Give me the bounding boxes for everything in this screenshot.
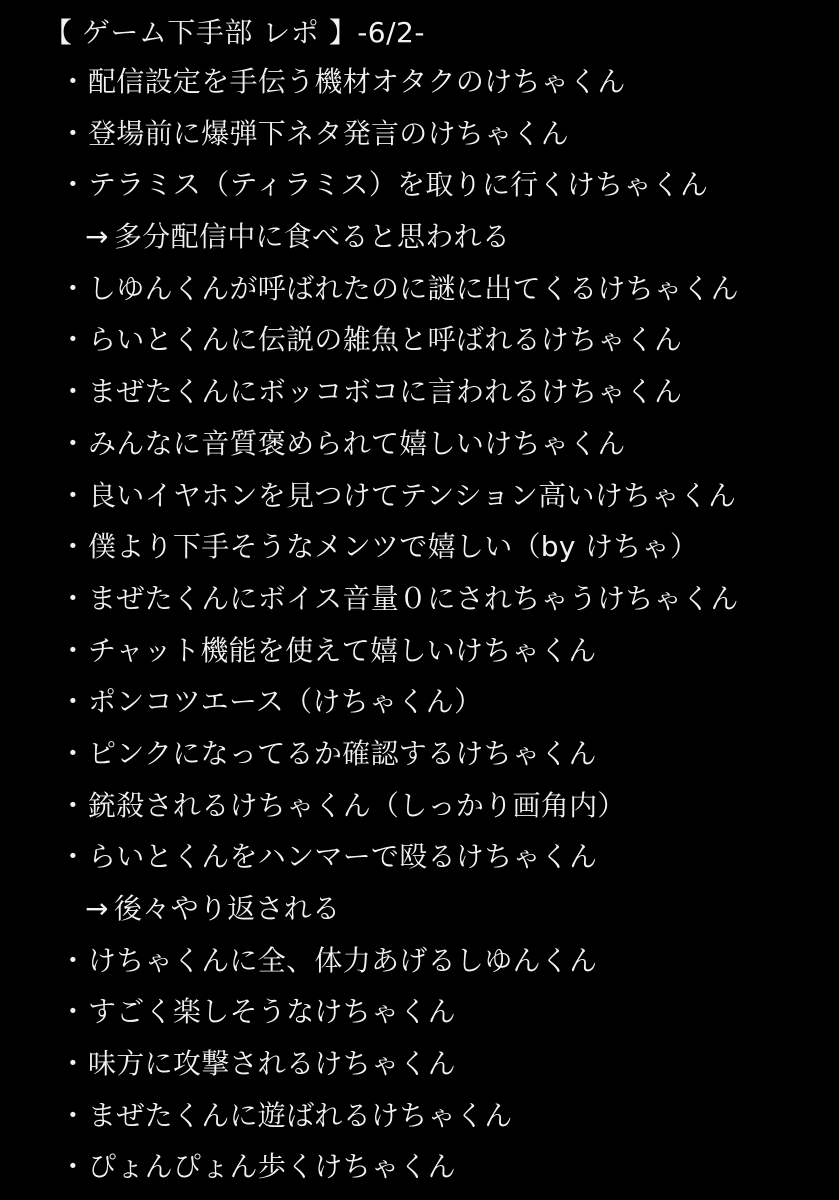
bullet-marker: ・ [58,375,88,409]
list-item-text: まぜたくんにボッコボコに言われるけちゃくん [88,375,683,409]
list-item [0,676,839,728]
list-item-text: チャット機能を使えて嬉しいけちゃくん [88,633,597,667]
report-list [0,56,839,1193]
arrow-marker: → [85,220,109,254]
list-item [0,418,839,470]
list-item-text: テラミス（ティラミス）を取りに行くけちゃくん [88,168,709,202]
list-item-text: まぜたくんに遊ばれるけちゃくん [88,1098,513,1132]
list-item-text: 味方に攻撃されるけちゃくん [88,1047,456,1081]
bullet-marker: ・ [58,168,88,202]
list-item [0,108,839,160]
bullet-marker: ・ [58,943,88,977]
page-title: 【 ゲーム下手部 レポ 】-6/2- [44,16,425,49]
list-item [0,470,839,522]
bullet-marker: ・ [58,65,88,98]
list-item-text: 後々やり返される [114,892,341,925]
list-item-text: 銃殺されるけちゃくん（しっかり画角内） [88,788,626,822]
list-item-text: ポンコツエース（けちゃくん） [88,685,483,719]
bullet-marker: ・ [58,323,88,357]
bullet-marker: ・ [58,1047,88,1081]
bullet-marker: ・ [58,685,88,719]
list-item [0,159,839,211]
list-item [0,56,839,108]
list-item [0,1090,839,1142]
list-item-text: ピンクになってるか確認するけちゃくん [88,736,597,770]
arrow-marker: → [85,892,109,925]
list-item [0,935,839,987]
bullet-marker: ・ [58,788,88,822]
list-item [0,1141,839,1193]
list-item [0,986,839,1038]
list-item-text: 僕より下手そうなメンツで嬉しい（by けちゃ） [88,530,699,564]
list-item-text: みんなに音質褒められて嬉しいけちゃくん [88,426,626,460]
list-item [0,780,839,832]
list-item [0,521,839,573]
list-item [0,728,839,780]
bullet-marker: ・ [58,840,88,874]
list-item [0,831,839,883]
bullet-marker: ・ [58,1098,88,1132]
list-item-text: けちゃくんに全、体力あげるしゆんくん [88,943,598,977]
bullet-marker: ・ [58,1150,88,1184]
bullet-marker: ・ [58,736,88,770]
list-item-text: しゆんくんが呼ばれたのに謎に出てくるけちゃくん [88,271,739,305]
list-item [0,625,839,677]
list-item-text: 登場前に爆弾下ネタ発言のけちゃくん [88,116,570,150]
bullet-marker: ・ [58,995,88,1029]
bullet-marker: ・ [58,271,88,305]
bullet-marker: ・ [58,633,88,667]
bullet-marker: ・ [58,478,88,512]
list-item [0,573,839,625]
list-item [0,314,839,366]
list-item-text: 配信設定を手伝う機材オタクのけちゃくん [88,65,626,98]
list-item [0,263,839,315]
bullet-marker: ・ [58,530,88,564]
bullet-marker: ・ [58,116,88,150]
bullet-marker: ・ [58,581,88,615]
list-item-text: ぴょんぴょん歩くけちゃくん [88,1150,456,1184]
list-item-text: らいとくんをハンマーで殴るけちゃくん [88,840,598,874]
list-item-text: まぜたくんにボイス音量０にされちゃうけちゃくん [88,581,739,615]
list-subitem [0,211,839,263]
list-subitem [0,883,839,935]
bullet-marker: ・ [58,426,88,460]
list-item-text: 良いイヤホンを見つけてテンション高いけちゃくん [88,478,737,512]
list-item-text: らいとくんに伝説の雑魚と呼ばれるけちゃくん [88,323,683,357]
list-item-text: 多分配信中に食べると思われる [114,220,511,254]
list-item [0,366,839,418]
list-item [0,1038,839,1090]
list-item-text: すごく楽しそうなけちゃくん [88,995,456,1029]
